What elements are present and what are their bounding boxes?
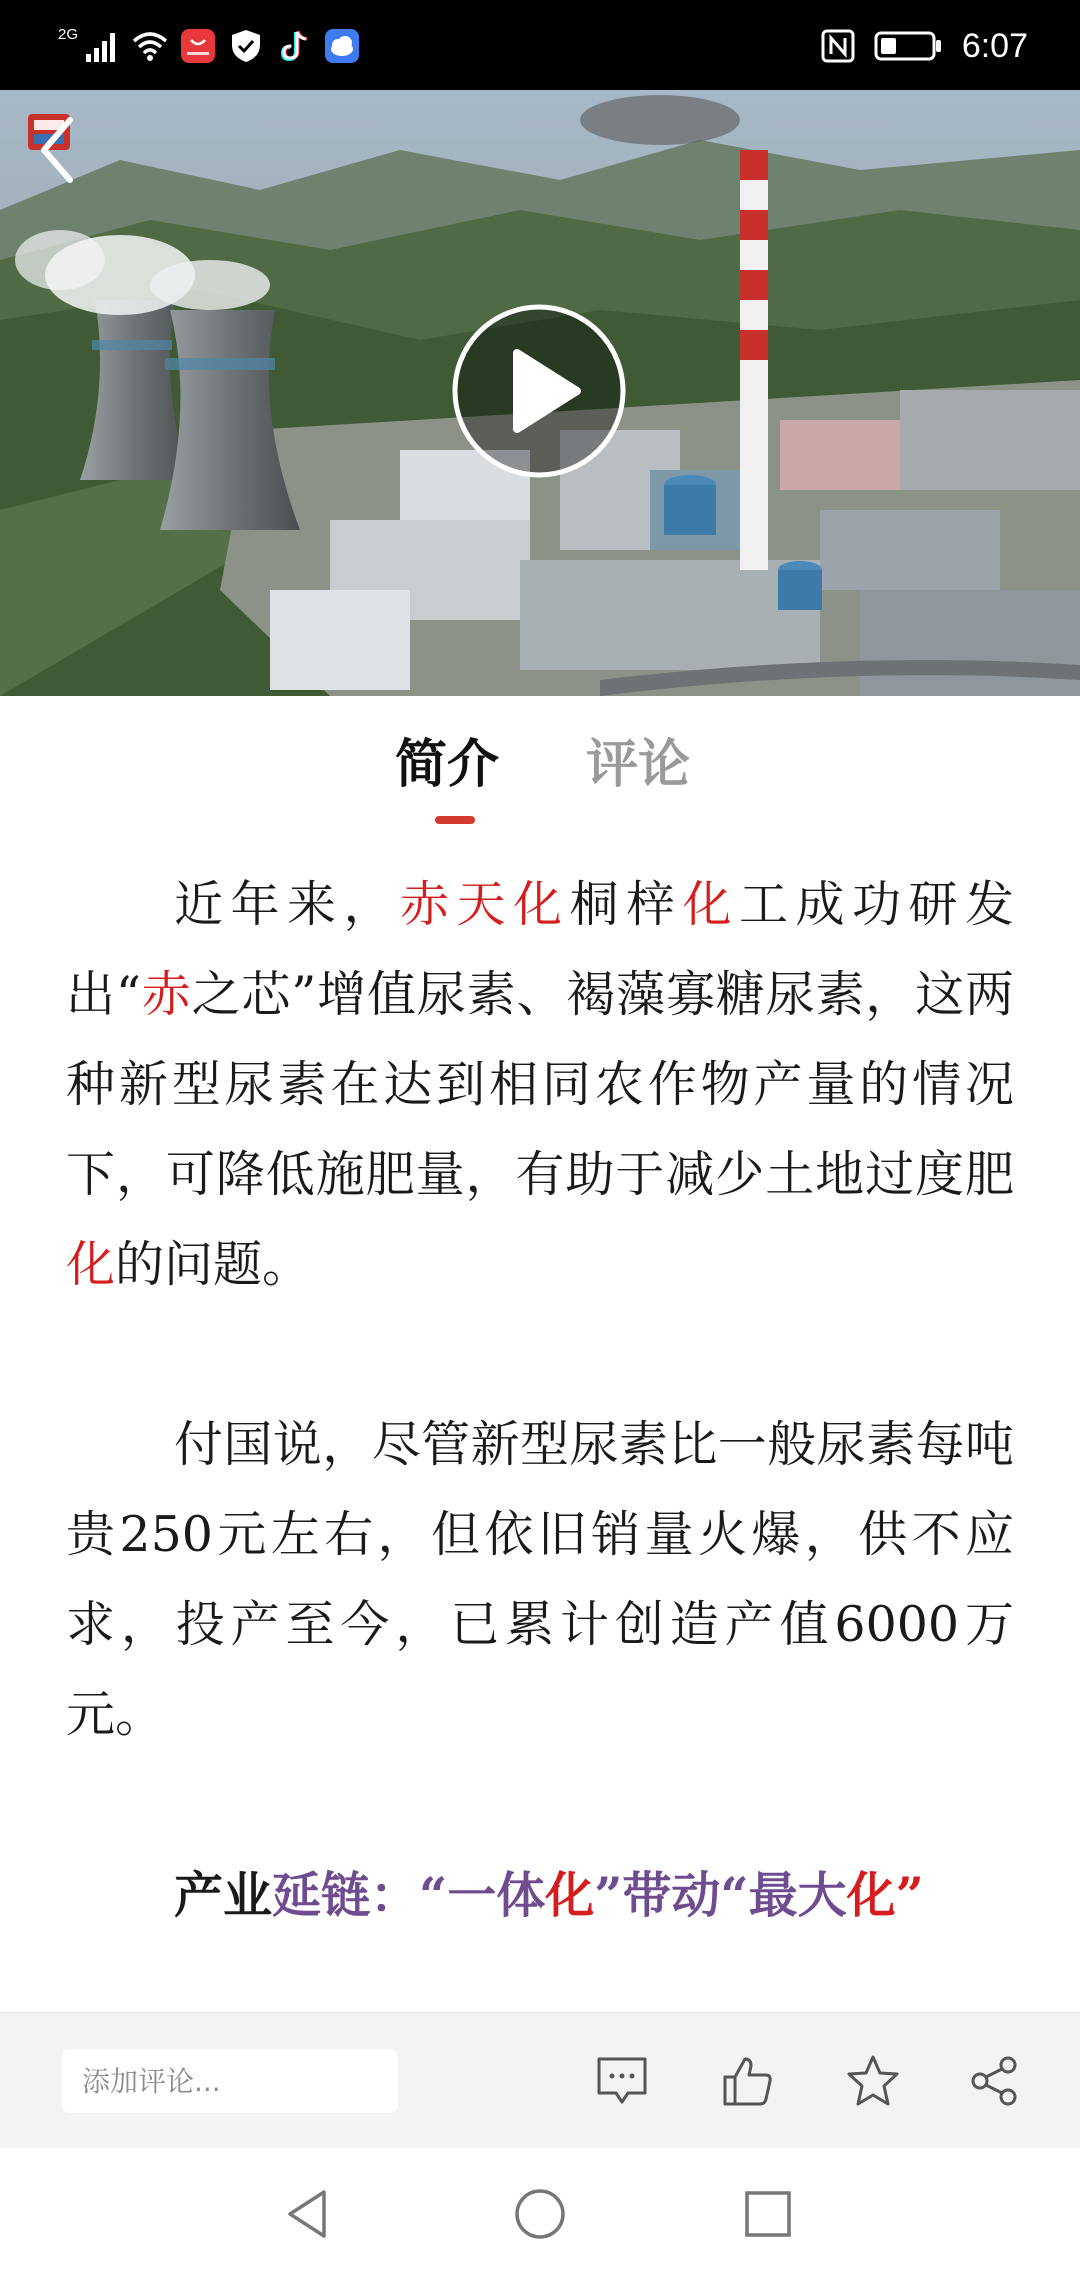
clock: 6:07 <box>961 26 1028 65</box>
article-body <box>66 860 1014 1940</box>
video-player[interactable] <box>0 90 1080 696</box>
network-type: 2G <box>58 25 79 43</box>
tab-intro[interactable]: 简介 <box>395 734 500 795</box>
like-icon[interactable] <box>720 2053 776 2109</box>
comment-input[interactable] <box>62 2049 398 2113</box>
tab-active-indicator <box>435 816 475 824</box>
signal-icon <box>84 28 120 64</box>
tab-comments[interactable]: 评论 <box>586 734 691 795</box>
wifi-icon <box>132 28 168 64</box>
favorite-star-icon[interactable] <box>845 2053 901 2109</box>
nav-home-icon[interactable] <box>510 2184 570 2244</box>
status-right <box>820 22 1028 70</box>
nav-recents-icon[interactable] <box>738 2184 798 2244</box>
system-nav-bar <box>0 2148 1080 2280</box>
share-icon[interactable] <box>966 2053 1022 2109</box>
tiktok-icon <box>276 28 312 64</box>
battery-icon <box>874 28 944 64</box>
article-paragraph-1: 近年来，赤天化桐梓化工成功研发出“赤之芯”增值尿素、褐藻寡糖尿素，这两种新型尿素在达到相同农作物产量的情况下，可降低施肥量，有助于减少土地过度肥化的问题。 <box>66 876 1014 1293</box>
huawei-appgallery-icon <box>180 28 216 64</box>
nav-back-icon[interactable] <box>278 2184 338 2244</box>
chevron-left-icon[interactable] <box>22 110 92 190</box>
status-bar <box>0 0 1080 90</box>
tab-bar <box>0 696 1080 826</box>
shield-icon <box>228 28 264 64</box>
comment-bar <box>0 2012 1080 2149</box>
article-subheading: 产业延链：“一体化”带动“最大化” <box>174 1866 924 1924</box>
nfc-icon <box>820 28 856 64</box>
play-icon[interactable] <box>451 303 627 479</box>
weather-icon <box>324 28 360 64</box>
status-left <box>58 22 360 70</box>
comment-icon[interactable] <box>594 2053 650 2109</box>
article-paragraph-2: 付国说，尽管新型尿素比一般尿素每吨贵250元左右，但依旧销量火爆，供不应求，投产至今，已累计创造产值6000万元。 <box>66 1416 1014 1743</box>
